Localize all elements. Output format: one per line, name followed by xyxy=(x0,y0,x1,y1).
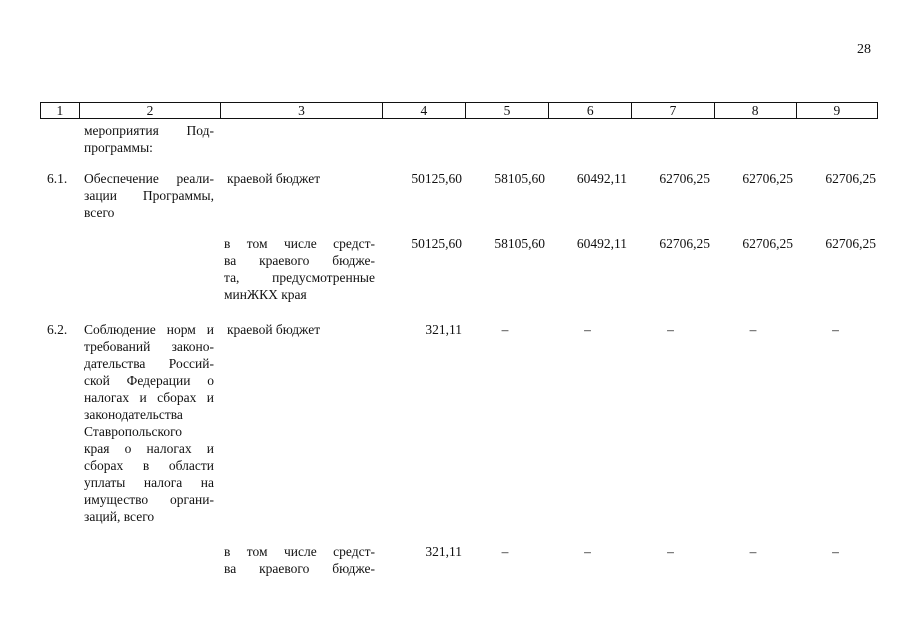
value-col-6: 60492,11 xyxy=(576,171,627,186)
row-name-line: Соблюдение норм и xyxy=(84,322,214,337)
value-col-4: 50125,60 xyxy=(411,171,462,186)
value-col-4: 321,11 xyxy=(425,544,462,559)
value-col-9: 62706,25 xyxy=(825,236,876,251)
value-col-6: – xyxy=(584,544,591,559)
header-cell-2: 2 xyxy=(79,103,221,118)
row-name-line: требований законо- xyxy=(84,339,214,354)
value-col-6: 60492,11 xyxy=(576,236,627,251)
row-name-line: уплаты налога на xyxy=(84,475,214,490)
row-source-line: та, предусмотренные xyxy=(224,270,375,285)
row-source-line: в том числе средст- xyxy=(224,544,375,559)
header-cell-3: 3 xyxy=(220,103,381,118)
row-number: 6.2. xyxy=(47,322,68,337)
text-line: программы: xyxy=(84,140,153,155)
row-name-line: дательства Россий- xyxy=(84,356,214,371)
header-cell-9: 9 xyxy=(796,103,877,118)
value-col-9: 62706,25 xyxy=(825,171,876,186)
value-col-5: 58105,60 xyxy=(494,171,545,186)
value-col-5: – xyxy=(501,544,509,559)
header-cell-5: 5 xyxy=(465,103,548,118)
row-name-line: Обеспечение реали- xyxy=(84,171,214,186)
header-cell-8: 8 xyxy=(714,103,796,118)
row-name-line: сборах в области xyxy=(84,458,214,473)
header-cell-6: 6 xyxy=(548,103,631,118)
row-name-line: ской Федерации о xyxy=(84,373,214,388)
row-number: 6.1. xyxy=(47,171,68,186)
row-name-line: Ставропольского xyxy=(84,424,183,439)
value-col-7: – xyxy=(667,544,674,559)
value-col-7: 62706,25 xyxy=(659,236,710,251)
row-source-line: в том числе средст- xyxy=(224,236,375,251)
row-name-line: налогах и сборах и xyxy=(84,390,214,405)
row-source-line: краевой бюджет xyxy=(227,171,321,186)
row-name-line: законодательства xyxy=(84,407,183,422)
value-col-8: – xyxy=(749,322,757,337)
row-name-line: всего xyxy=(84,205,115,220)
value-col-7: 62706,25 xyxy=(659,171,710,186)
row-name-line: имущество органи- xyxy=(84,492,214,507)
value-col-8: 62706,25 xyxy=(742,236,793,251)
page-number: 28 xyxy=(857,42,871,57)
header-cell-1: 1 xyxy=(56,103,64,118)
table-header-row xyxy=(40,102,878,119)
header-cell-4: 4 xyxy=(382,103,465,118)
value-col-4: 50125,60 xyxy=(411,236,462,251)
row-source-line: ва краевого бюдже- xyxy=(224,253,375,268)
value-col-8: – xyxy=(749,544,757,559)
value-col-9: – xyxy=(832,322,839,337)
value-col-5: – xyxy=(501,322,509,337)
row-name-line: края о налогах и xyxy=(84,441,214,456)
value-col-9: – xyxy=(832,544,839,559)
row-source-line: краевой бюджет xyxy=(227,322,321,337)
header-cell-7: 7 xyxy=(631,103,713,118)
value-col-5: 58105,60 xyxy=(494,236,545,251)
row-name-line: зации Программы, xyxy=(84,188,214,203)
value-col-6: – xyxy=(584,322,591,337)
text-line: мероприятия Под- xyxy=(84,123,214,138)
value-col-4: 321,11 xyxy=(425,322,462,337)
row-source-line: ва краевого бюдже- xyxy=(224,561,375,576)
value-col-7: – xyxy=(667,322,674,337)
value-col-8: 62706,25 xyxy=(742,171,793,186)
row-source-line: минЖКХ края xyxy=(224,287,307,302)
row-name-line: заций, всего xyxy=(84,509,155,524)
